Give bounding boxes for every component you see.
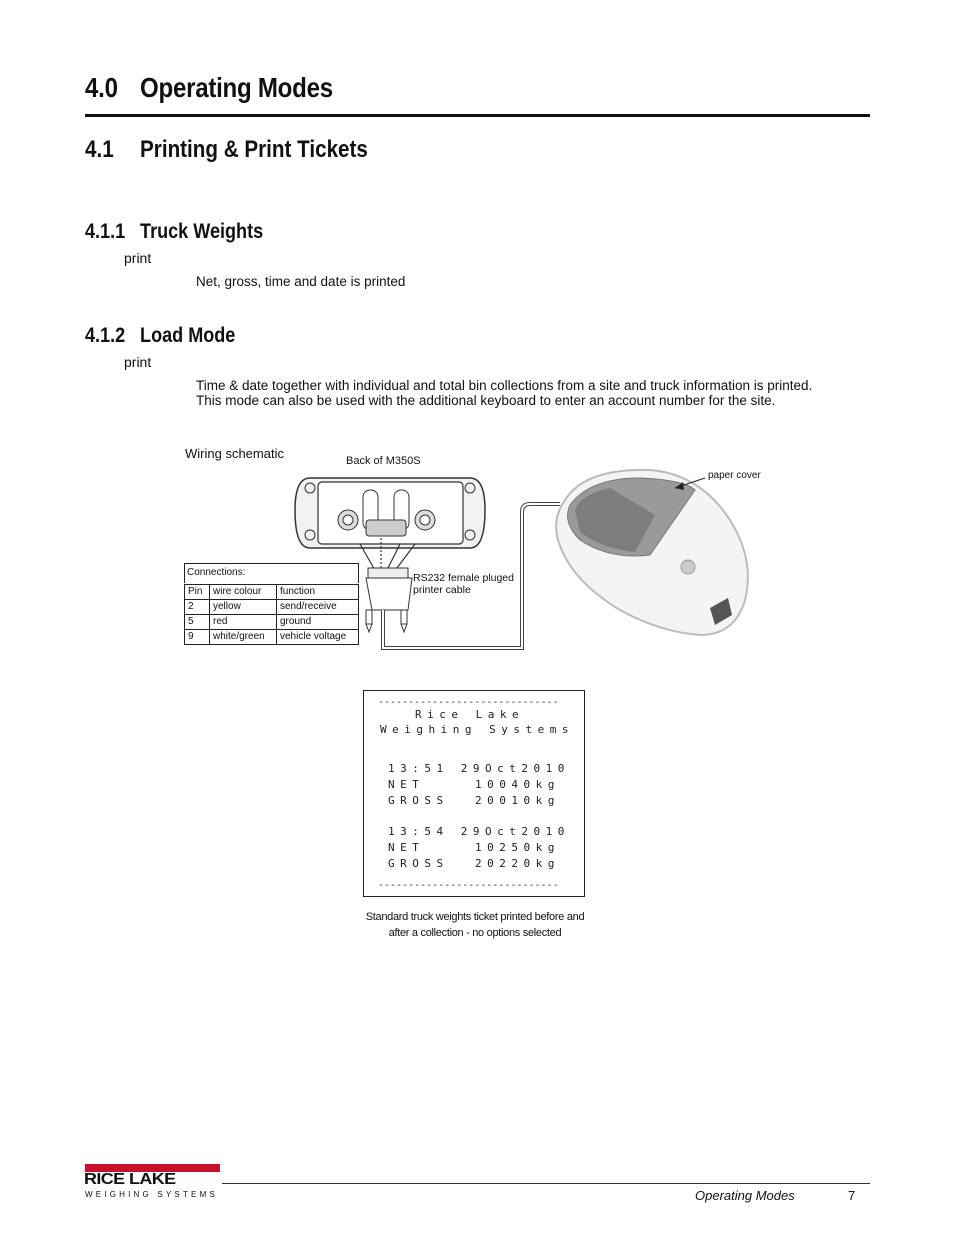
printer	[556, 470, 748, 635]
rice-lake-logo: RICE LAKE	[84, 1171, 176, 1188]
footer-rule	[222, 1183, 870, 1184]
keyword-print: print	[124, 250, 152, 266]
column-header: Pin	[185, 585, 210, 600]
caption-line: Standard truck weights ticket printed before and	[365, 911, 585, 923]
sample-ticket	[363, 690, 585, 897]
logo-subtitle: WEIGHING SYSTEMS	[85, 1190, 218, 1199]
page-number: 7	[848, 1188, 856, 1203]
section-title: Operating Modes	[140, 72, 333, 103]
ticket-dash-line: ------------------------------	[378, 697, 559, 708]
heading-rule	[85, 114, 870, 117]
paper-cover-label: paper cover	[708, 470, 761, 481]
section-number: 4.1	[85, 136, 114, 163]
table-cell: yellow	[210, 600, 277, 615]
table-cell: 2	[185, 600, 210, 615]
cable-label-line: RS232 female pluged	[413, 572, 514, 584]
section-number: 4.0	[85, 72, 118, 103]
section-heading-4-1-1	[85, 220, 263, 244]
ticket-time-date: 13:51 29Oct2010	[388, 762, 570, 775]
table-header-row	[185, 585, 359, 600]
connections-table	[184, 584, 359, 645]
column-header: wire colour	[210, 585, 277, 600]
section-number: 4.1.2	[85, 324, 126, 347]
ticket-gross-label: GROSS	[388, 857, 449, 870]
table-cell: white/green	[210, 630, 277, 645]
table-cell: vehicle voltage	[277, 630, 359, 645]
ticket-caption	[330, 909, 620, 941]
section-heading-4-1	[85, 136, 368, 164]
section-title: Printing & Print Tickets	[140, 136, 368, 163]
ticket-gross-value: 20220kg	[475, 857, 560, 870]
ticket-dash-line: ------------------------------	[378, 880, 559, 891]
table-cell: send/receive	[277, 600, 359, 615]
keyword-print: print	[124, 354, 152, 370]
table-row	[185, 630, 359, 645]
load-mode-description	[196, 378, 876, 408]
ticket-net-label: NET	[388, 841, 425, 854]
diagram-title: Wiring schematic	[185, 446, 284, 461]
section-heading-4-0	[85, 72, 333, 104]
section-title: Truck Weights	[140, 220, 264, 243]
section-number: 4.1.1	[85, 220, 126, 243]
table-row	[185, 600, 359, 615]
ticket-time-date: 13:54 29Oct2010	[388, 825, 570, 838]
ticket-company-line: Rice Lake	[415, 708, 525, 721]
section-title: Load Mode	[140, 324, 236, 347]
ticket-company-line: Weighing Systems	[380, 723, 574, 736]
back-label: Back of M350S	[346, 455, 421, 467]
ticket-net-value: 10040kg	[475, 778, 560, 791]
ticket-net-label: NET	[388, 778, 425, 791]
footer-section-name: Operating Modes	[695, 1188, 795, 1203]
table-cell: red	[210, 615, 277, 630]
table-cell: ground	[277, 615, 359, 630]
description-line: This mode can also be used with the additional keyboard to enter an account number for the site.	[196, 393, 776, 408]
cable-label-line: printer cable	[413, 584, 471, 596]
table-cell: 9	[185, 630, 210, 645]
truck-weights-description: Net, gross, time and date is printed	[196, 274, 406, 289]
connections-title: Connections:	[184, 563, 359, 583]
m350s-back-plate	[295, 478, 485, 548]
ticket-net-value: 10250kg	[475, 841, 560, 854]
section-heading-4-1-2	[85, 324, 235, 348]
table-cell: 5	[185, 615, 210, 630]
column-header: function	[277, 585, 359, 600]
caption-line: after a collection - no options selected	[388, 927, 562, 939]
ticket-gross-value: 20010kg	[475, 794, 560, 807]
description-line: Time & date together with individual and total bin collections from a site and truck information is printed.	[196, 378, 813, 393]
table-row	[185, 615, 359, 630]
ticket-gross-label: GROSS	[388, 794, 449, 807]
rs232-connector	[366, 568, 412, 632]
